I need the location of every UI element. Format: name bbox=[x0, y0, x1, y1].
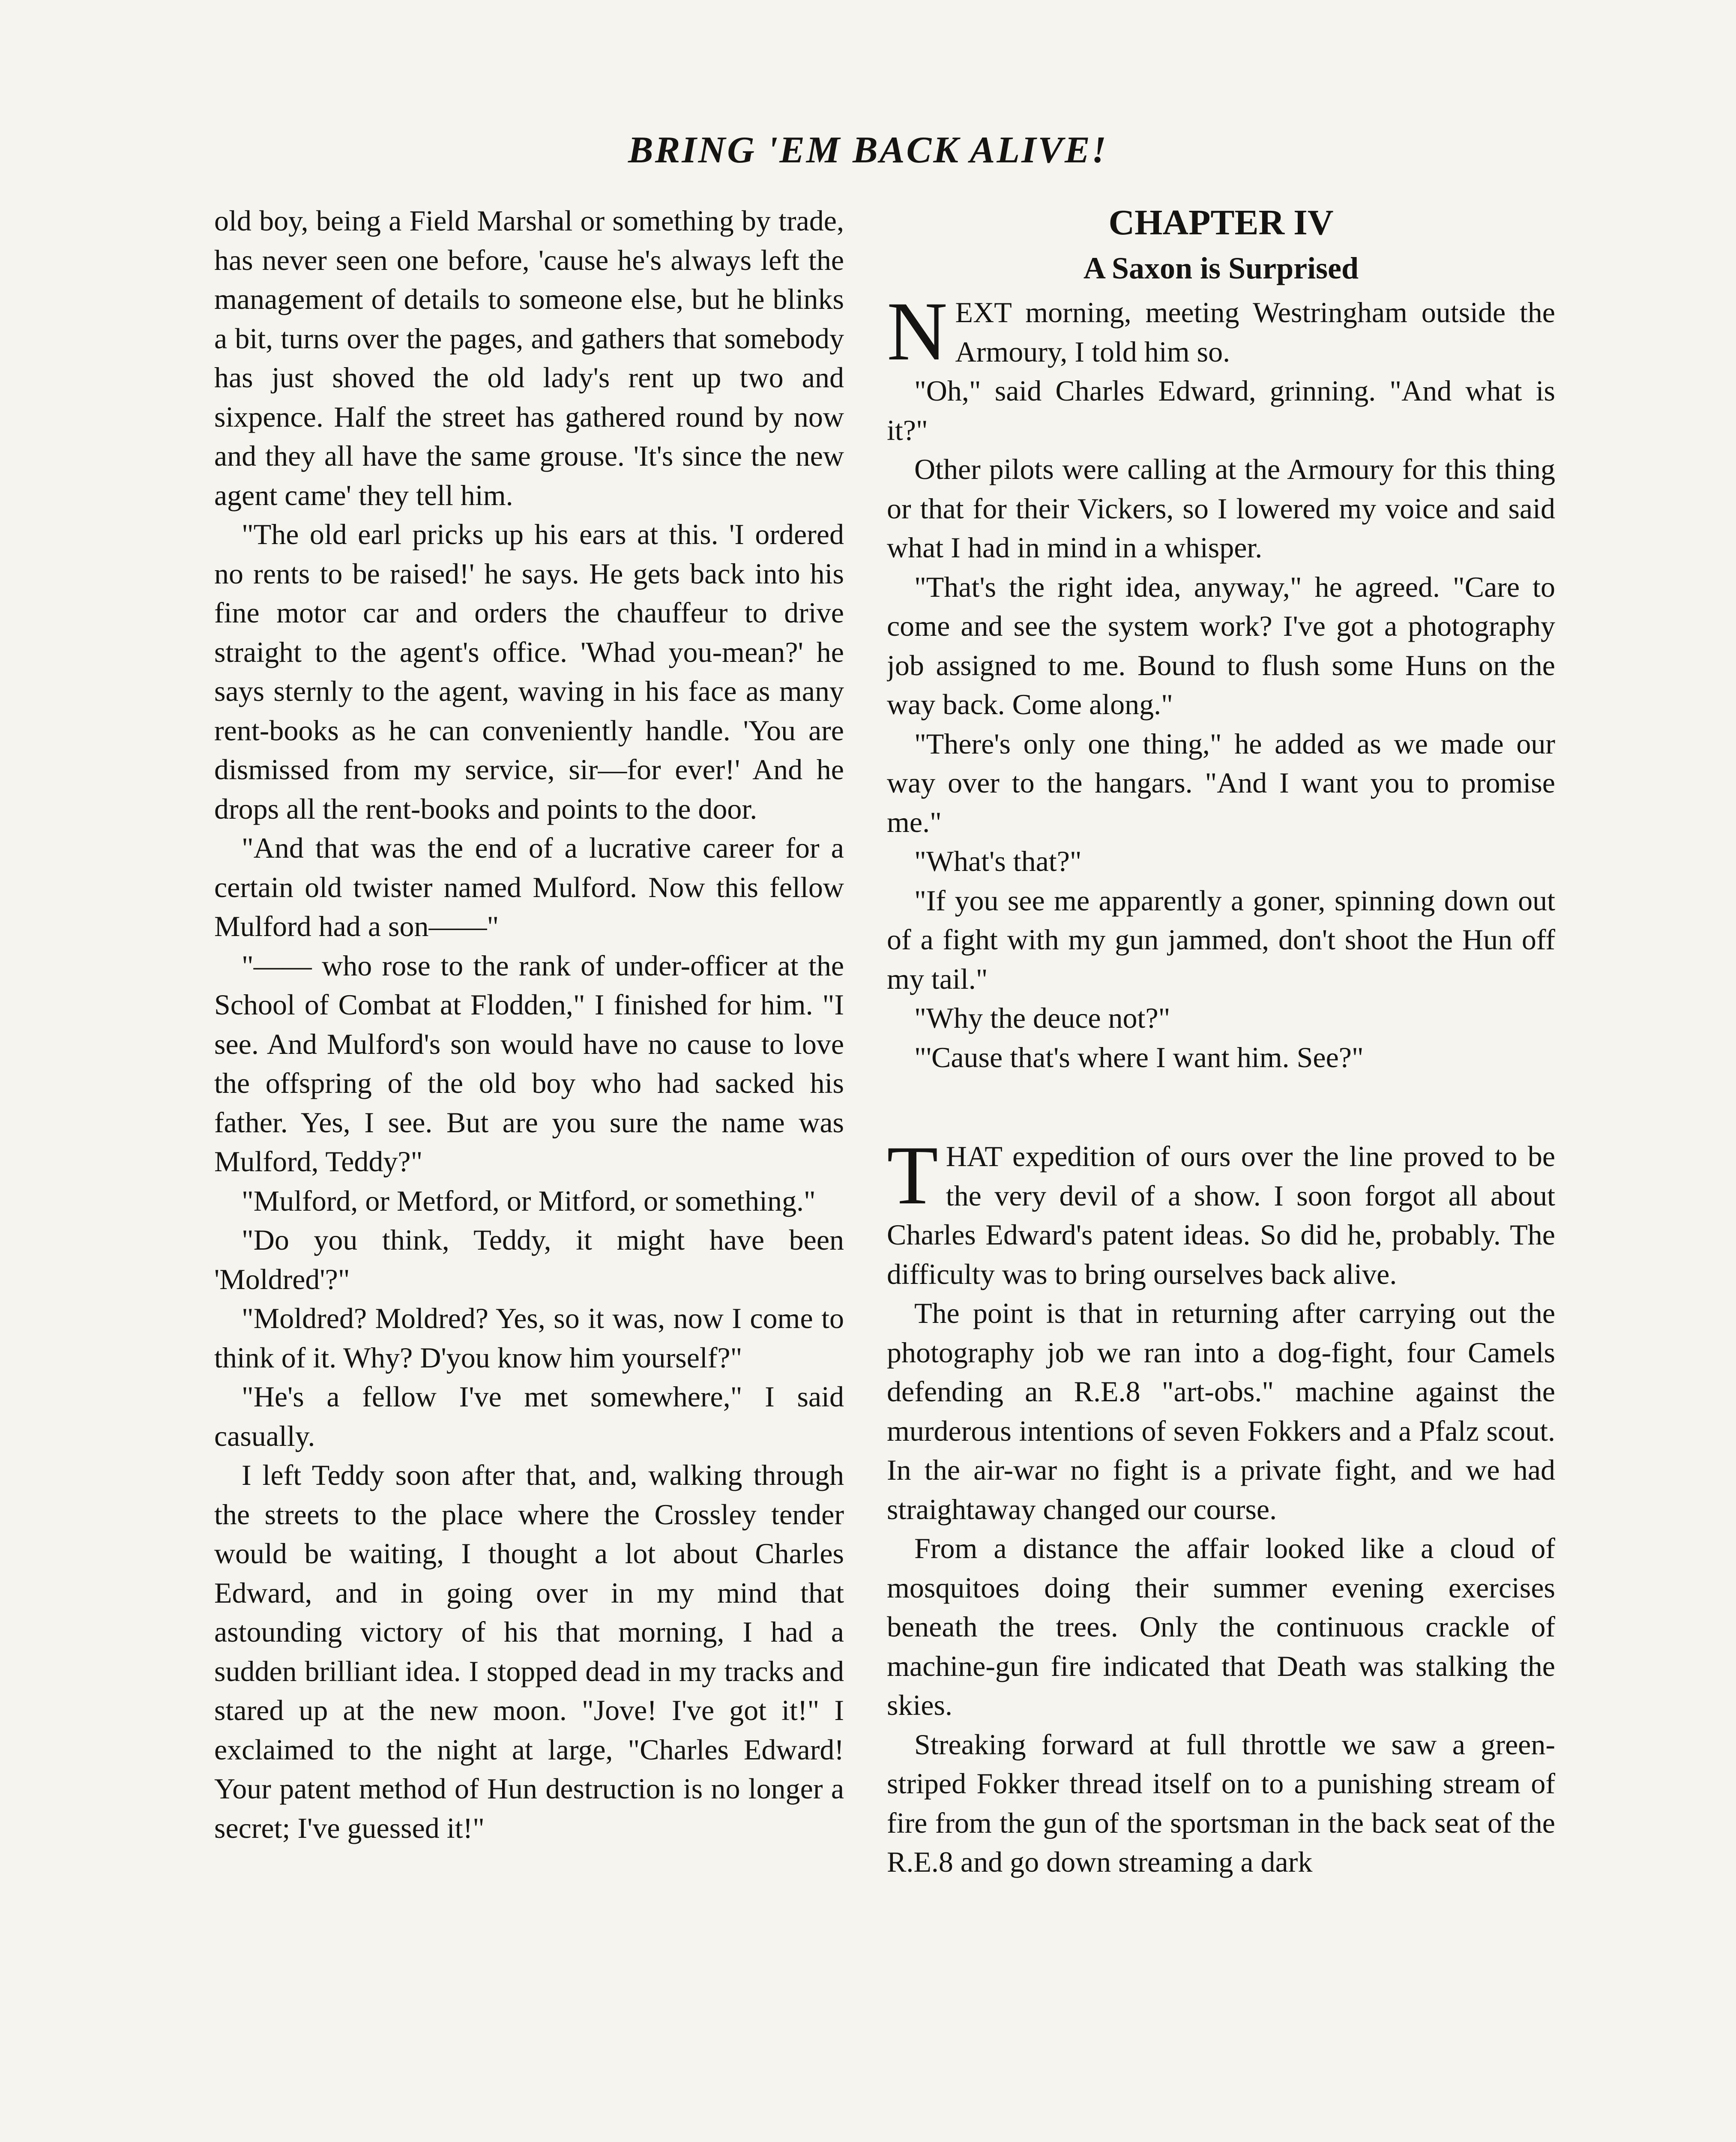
paragraph: old boy, being a Field Marshal or something by trade, has never seen one before, 'cause he's always left the management of details to someone else, but he blinks a bit, turns over the pages, and gathers that somebody has just shoved the old lady's rent up two and sixpence. Half the street has gathered round by now and they all have the same grouse. 'It's since the new agent came' they tell him. bbox=[214, 204, 844, 512]
paragraph: "Do you think, Teddy, it might have been 'Moldred'?" bbox=[214, 1224, 844, 1295]
paragraph: Streaking forward at full throttle we saw a green-striped Fokker thread itself on to a punishing stream of fire from the gun of the sportsman in the back seat of the R.E.8 and go down streaming a dark bbox=[887, 1728, 1555, 1878]
left-column bbox=[214, 201, 844, 1848]
drop-cap: T bbox=[887, 1129, 938, 1222]
chapter-subtitle: A Saxon is Surprised bbox=[1083, 251, 1359, 285]
paragraph: From a distance the affair looked like a cloud of mosquitoes doing their summer evening exercises beneath the trees. Only the continuous crackle of machine-gun fire indicated that Death was stalking the skies. bbox=[887, 1532, 1555, 1721]
paragraph: "There's only one thing," he added as we made our way over to the hangars. "And I want you to promise me." bbox=[887, 727, 1555, 838]
paragraph: Other pilots were calling at the Armoury for this thing or that for their Vickers, so I lowered my voice and said what I had in mind in a whisper. bbox=[887, 453, 1555, 564]
right-column bbox=[887, 201, 1555, 1882]
paragraph: "Oh," said Charles Edward, grinning. "And what is it?" bbox=[887, 374, 1555, 446]
paragraph: "'Cause that's where I want him. See?" bbox=[914, 1041, 1364, 1074]
paragraph-text: HAT expedition of ours over the line proved to be the very devil of a show. I soon forgot all about Charles Edward's patent ideas. So did he, probably. The difficulty was to bring ourselves back alive. bbox=[887, 1140, 1555, 1290]
paragraph-text: EXT morning, meeting Westringham outside the Armoury, I told him so. bbox=[955, 296, 1555, 368]
paragraph: "The old earl pricks up his ears at this. 'I ordered no rents to be raised!' he says. He gets back into his fine motor car and orders the chauffeur to drive straight to the agent's office. 'Whad you-mean?' he says sternly to the agent, waving in his face as many rent-books as he can conveniently handle. 'You are dismissed from my service, sir—for ever!' And he drops all the rent-books and points to the door. bbox=[214, 518, 844, 825]
paragraph: I left Teddy soon after that, and, walking through the streets to the place where the Crossley tender would be waiting, I thought a lot about Charles Edward, and in going over in my mind that astounding victory of his that morning, I had a sudden brilliant idea. I stopped dead in my tracks and stared up at the new moon. "Jove! I've got it!" I exclaimed to the night at large, "Charles Edward! Your patent method of Hun destruction is no longer a secret; I've guessed it!" bbox=[214, 1459, 844, 1844]
paragraph: "Why the deuce not?" bbox=[914, 1002, 1170, 1034]
paragraph: "That's the right idea, anyway," he agreed. "Care to come and see the system work? I've got a photography job assigned to me. Bound to flush some Huns on the way back. Come along." bbox=[887, 570, 1555, 721]
section-break bbox=[887, 1077, 1555, 1137]
paragraph: "What's that?" bbox=[914, 845, 1082, 877]
paragraph bbox=[887, 1129, 1555, 1294]
paragraph: "Moldred? Moldred? Yes, so it was, now I come to think of it. Why? D'you know him yourself?" bbox=[214, 1302, 844, 1374]
chapter-title: CHAPTER IV bbox=[1108, 203, 1334, 242]
paragraph: "—— who rose to the rank of under-officer at the School of Combat at Flodden," I finished for him. "I see. And Mulford's son would have no cause to love the offspring of the old boy who had sacked his father. Yes, I see. But are you sure the name was Mulford, Teddy?" bbox=[214, 949, 844, 1178]
paragraph: "He's a fellow I've met somewhere," I said casually. bbox=[214, 1380, 844, 1452]
running-head: BRING 'EM BACK ALIVE! bbox=[628, 129, 1108, 171]
paragraph: "Mulford, or Metford, or Mitford, or something." bbox=[242, 1184, 816, 1217]
paragraph: "And that was the end of a lucrative career for a certain old twister named Mulford. Now this fellow Mulford had a son——" bbox=[214, 832, 844, 942]
drop-cap: N bbox=[887, 285, 948, 378]
paragraph bbox=[887, 285, 1555, 378]
paragraph: "If you see me apparently a goner, spinning down out of a fight with my gun jammed, don't shoot the Hun off my tail." bbox=[887, 884, 1555, 995]
paragraph: The point is that in returning after carrying out the photography job we ran into a dog-fight, four Camels defending an R.E.8 "art-obs." machine against the murderous intentions of seven Fokkers and a Pfalz scout. In the air-war no fight is a private fight, and we had straightaway changed our course. bbox=[887, 1297, 1555, 1526]
